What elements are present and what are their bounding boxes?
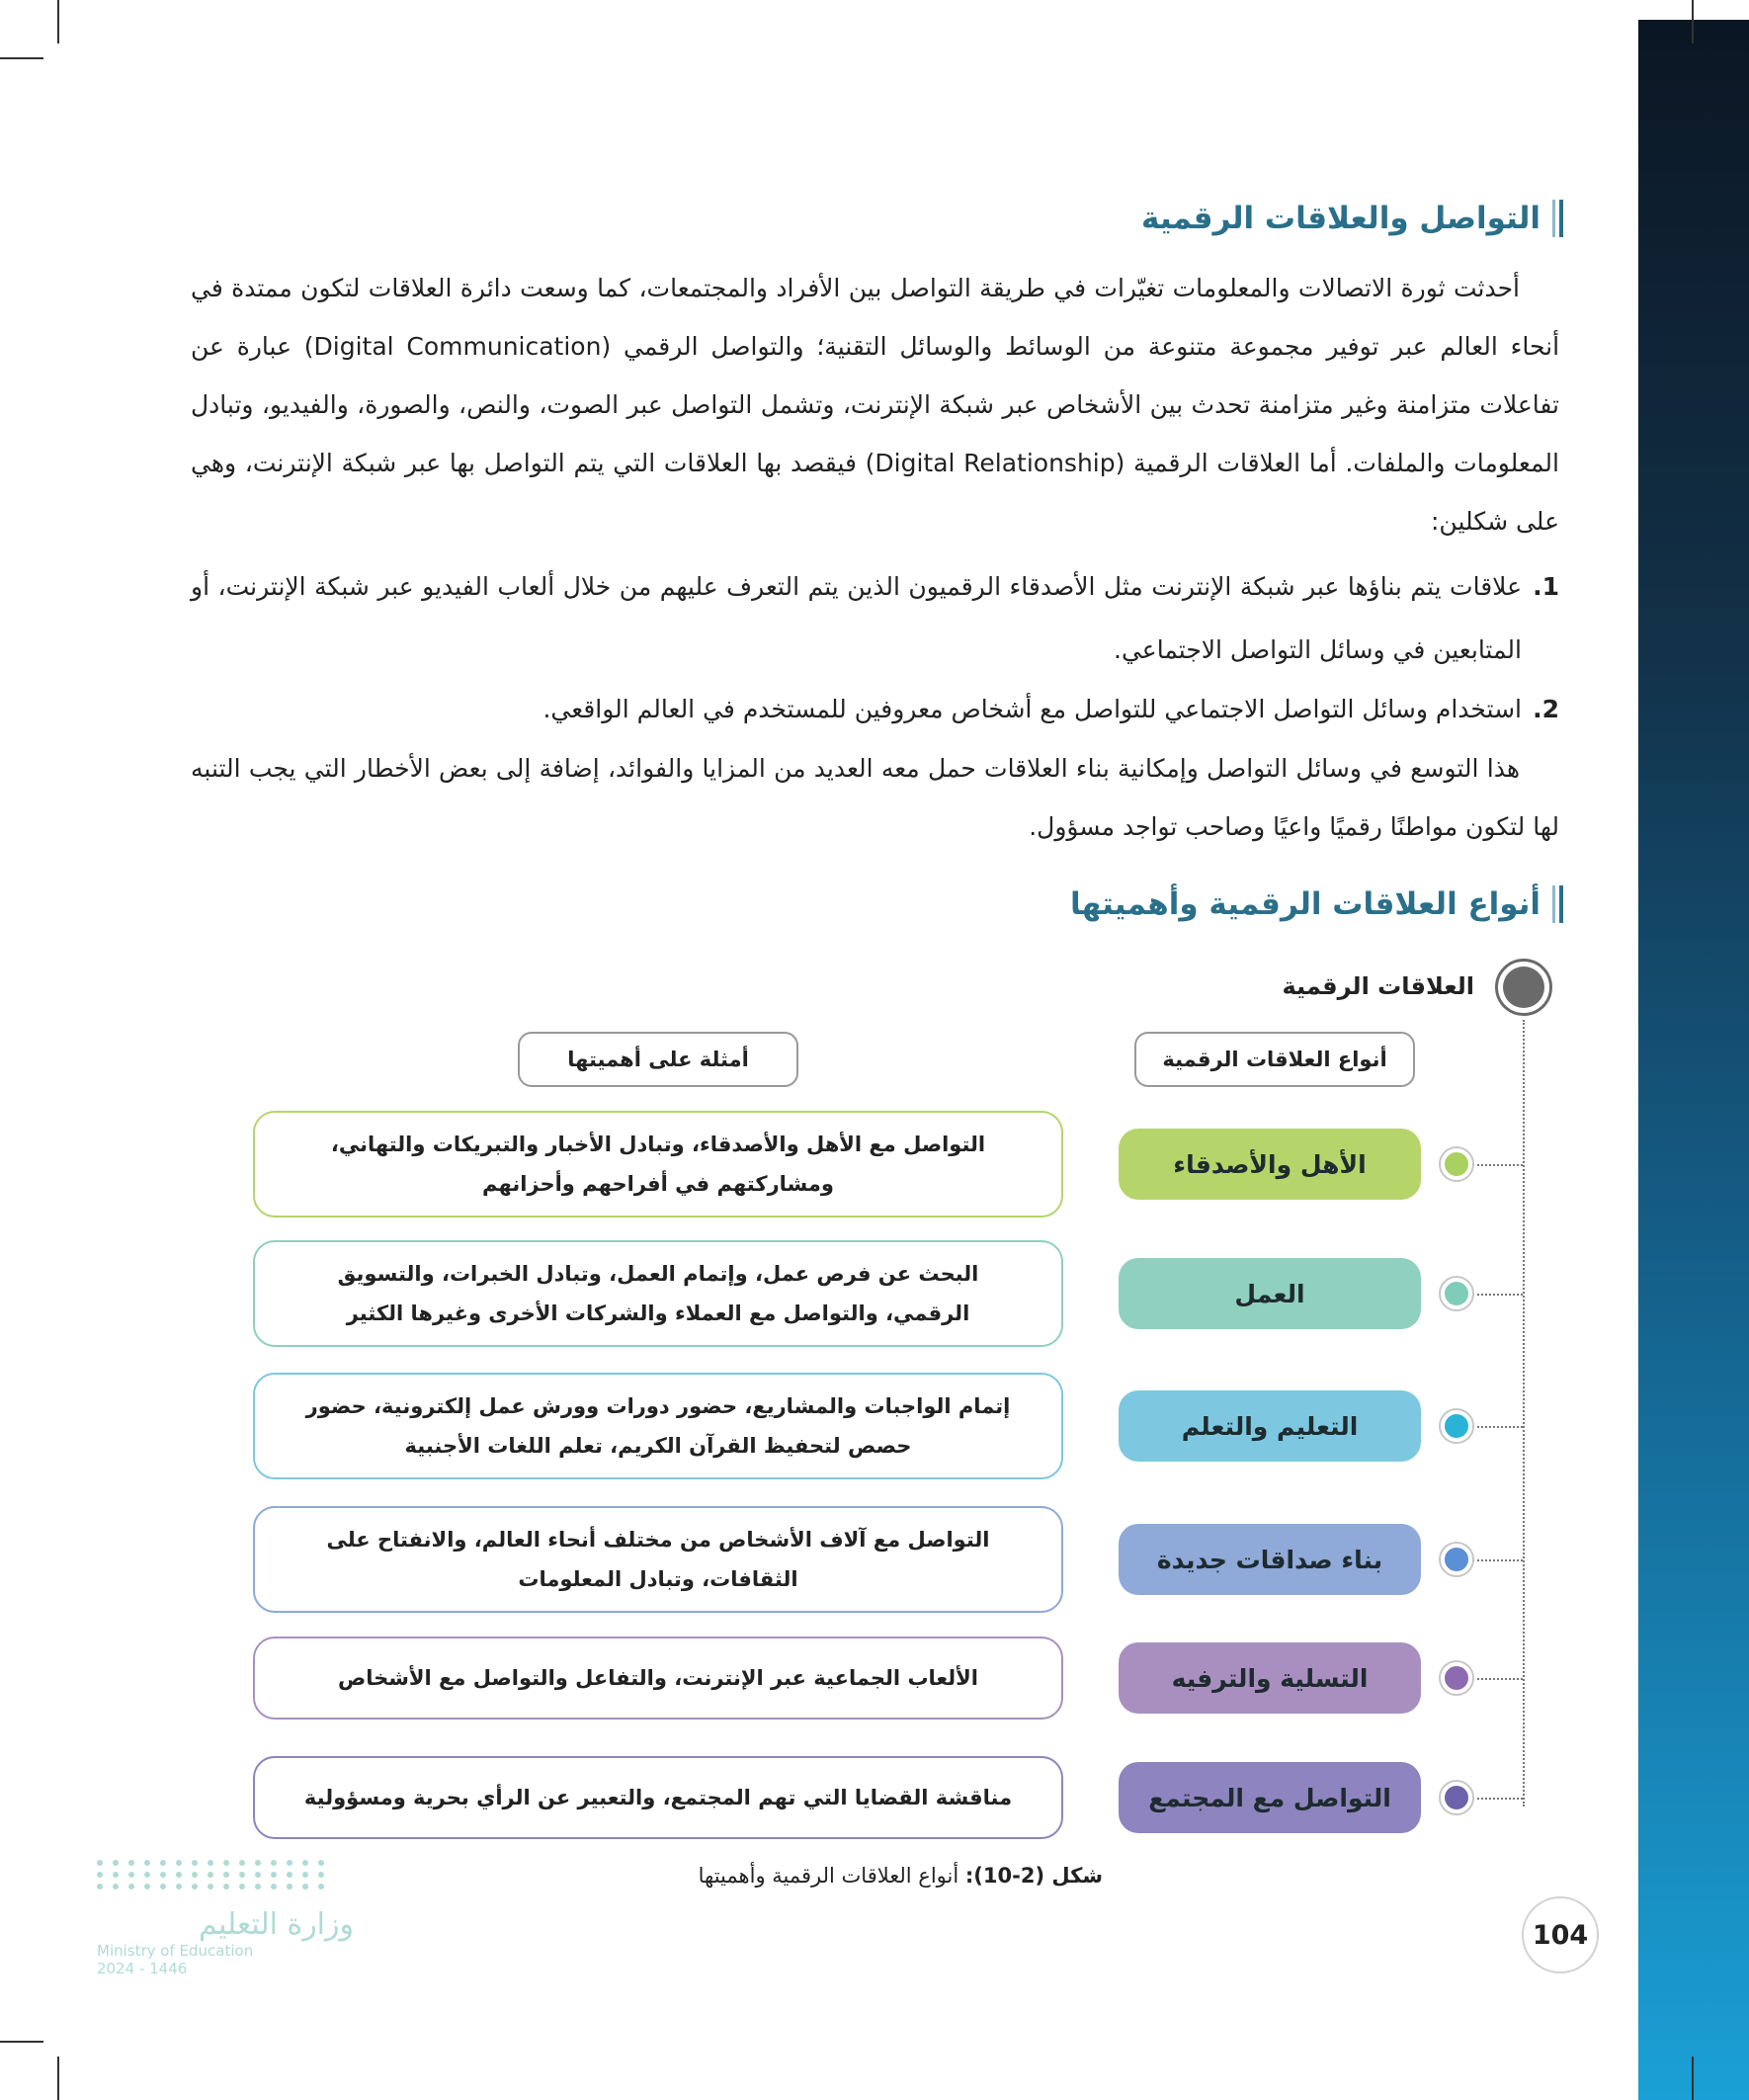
heading-accent-bar [1552, 200, 1563, 237]
caption-label: شكل (2-10): [964, 1864, 1103, 1888]
list-number: 2. [1533, 695, 1559, 723]
section-heading-types [1070, 885, 1563, 923]
intro-paragraph [191, 259, 1559, 550]
row-bullet-dot [1442, 1149, 1471, 1179]
column-header-types: أنواع العلاقات الرقمية [1134, 1032, 1415, 1087]
relationship-example-box: البحث عن فرص عمل، وإتمام العمل، وتبادل الخبرات، والتسويق الرقمي، والتواصل مع العملاء والشركات الأخرى وغيرها الكثير [253, 1240, 1063, 1347]
row-bullet-dot [1442, 1411, 1471, 1441]
section-heading-communication [1141, 200, 1563, 237]
row-bullet-dot [1442, 1783, 1471, 1812]
relationship-type-pill: الأهل والأصدقاء [1119, 1129, 1421, 1200]
row-connector [1472, 1294, 1523, 1296]
root-node-label: العلاقات الرقمية [1282, 972, 1474, 1000]
page-sidebar-strip [1638, 20, 1749, 2100]
row-connector [1472, 1164, 1523, 1166]
closing-text: هذا التوسع في وسائل التواصل وإمكانية بناء العلاقات حمل معه العديد من المزايا والفوائد، إضافة إلى بعض الأخطار التي يجب التنبه لها لتكون مواطنًا رقميًا واعيًا وصاحب تواجد مسؤول. [191, 754, 1559, 841]
relationship-example-box: إتمام الواجبات والمشاريع، حضور دورات وورش عمل إلكترونية، حضور حصص لتحفيظ القرآن الكريم، تعلم اللغات الأجنبية [253, 1373, 1063, 1479]
row-connector [1472, 1559, 1523, 1561]
relationship-example-box: الألعاب الجماعية عبر الإنترنت، والتفاعل والتواصل مع الأشخاص [253, 1637, 1063, 1720]
crop-mark [0, 2041, 43, 2043]
closing-paragraph [191, 739, 1559, 856]
heading-text: أنواع العلاقات الرقمية وأهميتها [1070, 886, 1541, 922]
list-item [191, 678, 1559, 741]
relationship-type-pill: بناء صداقات جديدة [1119, 1524, 1421, 1595]
relationship-type-pill: العمل [1119, 1258, 1421, 1329]
crop-mark [0, 57, 43, 59]
row-connector [1472, 1426, 1523, 1428]
logo-english-text: Ministry of Education [97, 1942, 254, 1960]
logo-year-text: 2024 - 1446 [97, 1960, 188, 1977]
list-number: 1. [1533, 572, 1559, 601]
row-bullet-dot [1442, 1279, 1471, 1308]
relationship-type-pill: التسلية والترفيه [1119, 1642, 1421, 1714]
ministry-logo [97, 1860, 354, 2018]
intro-text: أحدثت ثورة الاتصالات والمعلومات تغيّرات في طريقة التواصل بين الأفراد والمجتمعات، كما وسعت دائرة العلاقات لتكون ممتدة في أنحاء العالم عبر توفير مجموعة متنوعة من الوسائط والوسائل التقنية؛ والتواصل الرقمي (Digital Communication) عبارة عن تفاعلات متزامنة وغير متزامنة تحدث بين الأشخاص عبر شبكة الإنترنت، وتشمل التواصل عبر الصوت، والنص، والصورة، والفيديو، وتبادل المعلومات والملفات. أما العلاقات الرقمية (Digital Relationship) فيقصد بها العلاقات التي يتم التواصل بها عبر شبكة الإنترنت، وهي على شكلين: [191, 274, 1560, 536]
list-item [191, 555, 1559, 682]
relationship-example-box: التواصل مع الأهل والأصدقاء، وتبادل الأخبار والتبريكات والتهاني، ومشاركتهم في أفراحهم وأحزانهم [253, 1111, 1063, 1218]
page-number: 104 [1522, 1896, 1599, 1974]
crop-mark [1692, 2057, 1694, 2100]
row-bullet-dot [1442, 1663, 1471, 1693]
heading-text: التواصل والعلاقات الرقمية [1141, 201, 1541, 236]
root-node-icon [1495, 959, 1552, 1016]
heading-accent-bar [1552, 885, 1563, 923]
relationship-example-box: مناقشة القضايا التي تهم المجتمع، والتعبير عن الرأي بحرية ومسؤولية [253, 1756, 1063, 1839]
row-connector [1472, 1798, 1523, 1800]
crop-mark [57, 0, 59, 43]
caption-text: أنواع العلاقات الرقمية وأهميتها [698, 1864, 959, 1888]
column-header-examples: أمثلة على أهميتها [518, 1032, 798, 1087]
list-text: استخدام وسائل التواصل الاجتماعي للتواصل مع أشخاص معروفين للمستخدم في العالم الواقعي. [542, 695, 1522, 723]
relationship-type-pill: التواصل مع المجتمع [1119, 1762, 1421, 1833]
relationship-type-pill: التعليم والتعلم [1119, 1390, 1421, 1462]
list-text: علاقات يتم بناؤها عبر شبكة الإنترنت مثل الأصدقاء الرقميون الذين يتم التعرف عليهم من خلال ألعاب الفيديو عبر شبكة الإنترنت، أو المتابعين في وسائل التواصل الاجتماعي. [191, 572, 1522, 664]
figure-caption [699, 1864, 1103, 1888]
logo-dots-icon [97, 1860, 354, 1890]
row-bullet-dot [1442, 1545, 1471, 1574]
logo-arabic-text: وزارة التعليم [198, 1907, 354, 1942]
crop-mark [1692, 0, 1694, 43]
row-connector [1472, 1678, 1523, 1680]
crop-mark [57, 2057, 59, 2100]
connector-line [1523, 1020, 1525, 1806]
relationship-example-box: التواصل مع آلاف الأشخاص من مختلف أنحاء العالم، والانفتاح على الثقافات، وتبادل المعلومات [253, 1506, 1063, 1613]
